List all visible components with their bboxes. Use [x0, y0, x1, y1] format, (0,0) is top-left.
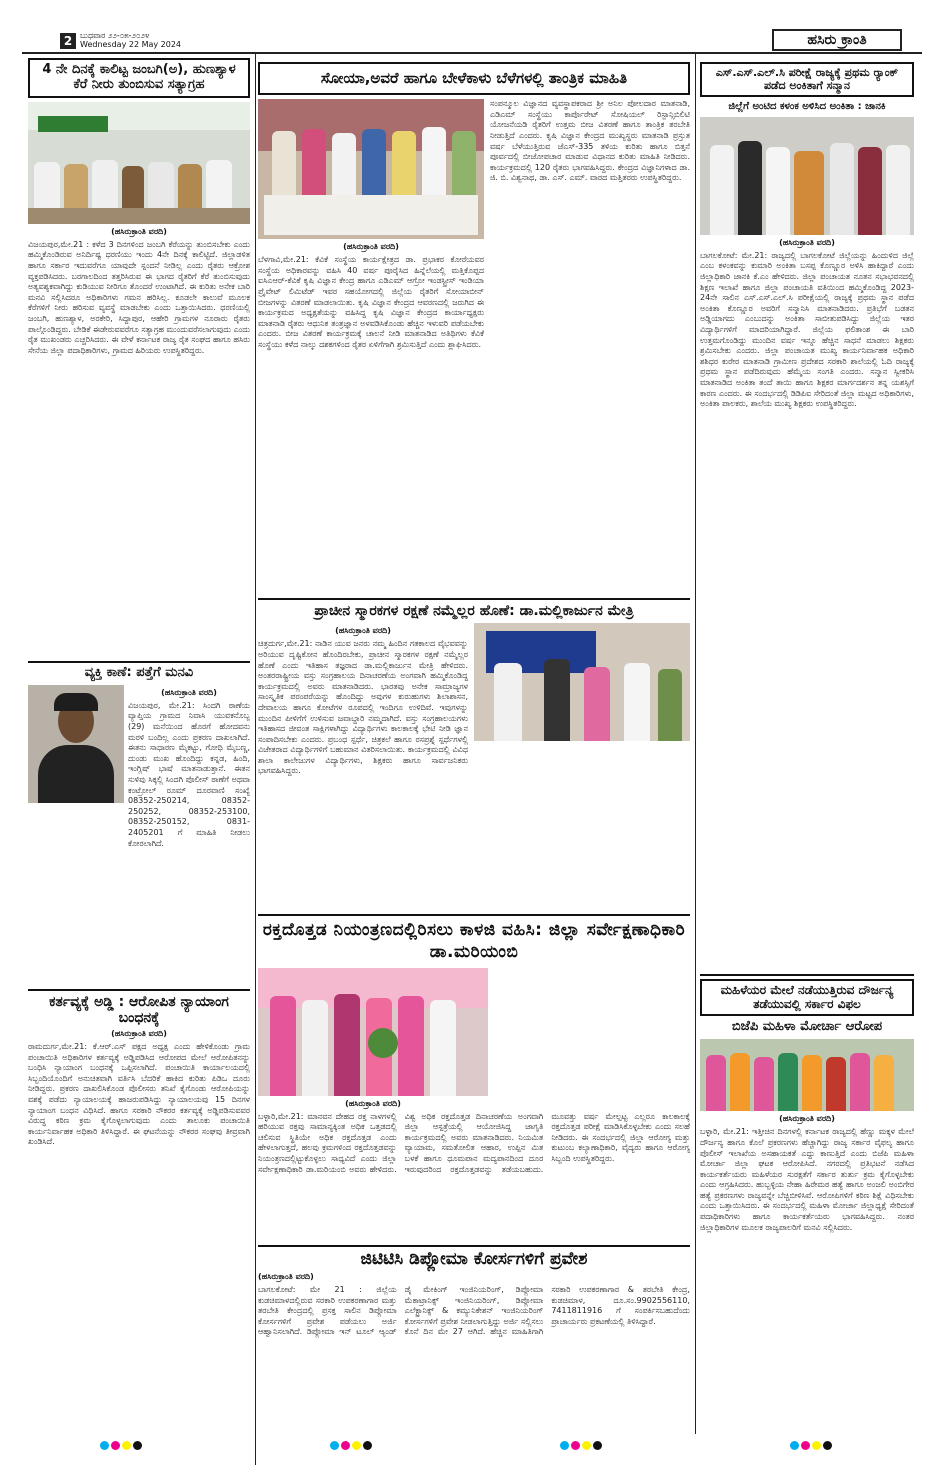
registration-dot: [133, 1441, 142, 1450]
registration-dot: [341, 1441, 350, 1450]
article-title: ರಕ್ತದೊತ್ತಡ ನಿಯಂತ್ರಣದಲ್ಲಿರಿಸಲು ಕಾಳಜಿ ವಹಿಸಿ: ಜಿಲ್ಲಾ ಸರ್ವೇಕ್ಷಣಾಧಿಕಾರಿ ಡಾ.ಮರಿಯಂಬಿ: [262, 920, 686, 963]
column-rule-right: [695, 54, 696, 1434]
registration-dot: [812, 1441, 821, 1450]
article-body: ಬಾಗಲಕೋಟೆ: ಮೇ 21 : ಜಿಲ್ಲೆಯ ಕುಡಚಿಮಾಳದಲ್ಲಿರುವ ಸರಕಾರಿ ಉಪಕರಣಾಗಾರ ಮತ್ತು ತರಬೇತಿ ಕೇಂದ್ರದಲ್ಲಿ ಪ್ರಸಕ್ತ ಸಾಲಿನ ಡಿಪ್ಲೋಮಾ ಕೋರ್ಸಗಳಿಗೆ ಪ್ರವೇಶ ಪಡೆಯಲು ಅರ್ಜಿ ಆಹ್ವಾನಿಸಲಾಗಿದೆ. ಡಿಪ್ಲೋಮಾ ಇನ್ ಟೂಲ್ ಆ್ಯಂಡ್ ಡೈ ಮೇಕಿಂಗ್ ಇಂಜಿನಿಯರಿಂಗ್, ಡಿಪ್ಲೋಮಾ ಮೆಕಾಟ್ರಾನಿಕ್ಸ್ ಇಂಜಿನಿಯರಿಂಗ್, ಡಿಪ್ಲೋಮಾ ಎಲೆಕ್ಟ್ರಾನಿಕ್ಸ್ & ಕಮ್ಯುನಿಕೇಶನ್ ಇಂಜಿನಿಯರಿಂಗ್ ಕೋರ್ಸಗಳಿಗೆ ಪ್ರವೇಶ ನೀಡಲಾಗುತ್ತಿದ್ದು ಅರ್ಜಿ ಸಲ್ಲಿಸಲು ಕೊನೆ ದಿನ ಮೇ 27 ಆಗಿದೆ. ಹೆಚ್ಚಿನ ಮಾಹಿತಿಗಾಗಿ ಸರಕಾರಿ ಉಪಕರಣಾಗಾರ & ತರಬೇತಿ ಕೇಂದ್ರ, ಕುಡಚಿಮಾಳ, ದೂ.ಸಂ.9902556110, 7411811916 ಗೆ ಸಂಪರ್ಕಿಸಬಹುದೆಂದು ಪ್ರಾಚಾರ್ಯರು ಪ್ರಕಟಣೆಯಲ್ಲಿ ತಿಳಿಸಿದ್ದಾರೆ.: [258, 1285, 690, 1337]
masthead: ಹಸಿರು ಕ್ರಾಂತಿ: [772, 29, 902, 51]
registration-dot: [122, 1441, 131, 1450]
article-body: ಬಳ್ಳಾರಿ,ಮೇ.21: ಮಾನವನ ದೇಹದ ರಕ್ತ ನಾಳಗಳಲ್ಲಿ ಹರಿಯುವ ರಕ್ತವು ಸಾಮಾನ್ಯಕ್ಕಿಂತ ಅಧಿಕ ಒತ್ತಡದಲ್ಲಿ ಚಲಿಸುವ ಸ್ಥಿತಿಯೇ ಅಧಿಕ ರಕ್ತದೊತ್ತಡ ಎಂದು ಹೇಳಲಾಗುತ್ತದೆ, ಹಲವು ಕ್ರಮಗಳಿಂದ ರಕ್ತದೊತ್ತಡವನ್ನು ನಿಯಂತ್ರಣದಲ್ಲಿಟ್ಟುಕೊಳ್ಳಲು ಸಾಧ್ಯವಿದೆ ಎಂದು ಜಿಲ್ಲಾ ಸರ್ವೇಕ್ಷಣಾಧಿಕಾರಿ ಡಾ.ಮರಿಯಂಬಿ ಅವರು ಹೇಳಿದರು. ವಿಶ್ವ ಅಧಿಕ ರಕ್ತದೊತ್ತಡ ದಿನಾಚರಣೆಯ ಅಂಗವಾಗಿ ಜಿಲ್ಲಾ ಆಸ್ಪತ್ರೆಯಲ್ಲಿ ಆಯೋಜಿಸಿದ್ದ ಜಾಗೃತಿ ಕಾರ್ಯಕ್ರಮದಲ್ಲಿ ಅವರು ಮಾತನಾಡಿದರು. ನಿಯಮಿತ ವ್ಯಾಯಾಮ, ಸಮತೋಲಿತ ಆಹಾರ, ಉಪ್ಪಿನ ಮಿತ ಬಳಕೆ ಹಾಗೂ ಧೂಮಪಾನ ಮದ್ಯಪಾನದಿಂದ ದೂರ ಇರುವುದರಿಂದ ರಕ್ತದೊತ್ತಡವನ್ನು ತಡೆಯಬಹುದು. ಮೂವತ್ತು ವರ್ಷ ಮೇಲ್ಪಟ್ಟ ಎಲ್ಲರೂ ಕಾಲಕಾಲಕ್ಕೆ ರಕ್ತದೊತ್ತಡ ಪರೀಕ್ಷೆ ಮಾಡಿಸಿಕೊಳ್ಳಬೇಕು ಎಂದು ಸಲಹೆ ನೀಡಿದರು. ಈ ಸಂದರ್ಭದಲ್ಲಿ ಜಿಲ್ಲಾ ಆರೋಗ್ಯ ಮತ್ತು ಕುಟುಂಬ ಕಲ್ಯಾಣಾಧಿಕಾರಿ, ವೈದ್ಯರು ಹಾಗೂ ಆರೋಗ್ಯ ಸಿಬ್ಬಂದಿ ಉಪಸ್ಥಿತರಿದ್ದರು.: [258, 1111, 690, 1174]
date-kannada: ಬುಧವಾರ ೨೨-೦೫-೨೦೨೪: [80, 31, 150, 40]
registration-dot: [111, 1441, 120, 1450]
divider: [28, 989, 250, 991]
article-body-left: ಬೆಳಗಾವಿ,ಮೇ.21: ಕೆವಿಕೆ ಸಂಸ್ಥೆಯ ಕಾರ್ಯಕ್ಷೇತ್ರದ ಡಾ. ಪ್ರಭಾಕರ ಕೋರೆಯವರ ಸಂಸ್ಥೆಯ ಅಧಿಕಾರವನ್ನು ವಹಿಸಿ 40 ವರ್ಷ ಪೂರೈಸಿದ ಹಿನ್ನೆಲೆಯಲ್ಲಿ ಮತ್ತಿಕೊಪ್ಪದ ಐಸಿಎಆರ್-ಕೆವಿಕೆ ಕೃಷಿ ವಿಜ್ಞಾನ ಕೇಂದ್ರ ಹಾಗೂ ಎಡಿಎಮ್ ಆಗ್ರೋ ಇಂಡಸ್ಟ್ರೀಸ್ ಇಂಡಿಯಾ ಪ್ರೈವೇಟ್ ಲಿಮಿಟೆಡ್ ಇವರ ಸಹಯೋಗದಲ್ಲಿ ಜಿಲ್ಲೆಯ ರೈತರಿಗೆ ಸೋಯಾಬೀನ್ ಬೀಜಗಳನ್ನು ವಿತರಣೆ ಮಾಡಲಾಯಿತು. ಕೃಷಿ ವಿಜ್ಞಾನ ಕೇಂದ್ರದ ಆವರಣದಲ್ಲಿ ಜರುಗಿದ ಈ ಕಾರ್ಯಕ್ರಮದ ಅಧ್ಯಕ್ಷತೆಯನ್ನು ವಹಿಸಿದ್ದ ಕೃಷಿ ವಿಜ್ಞಾನ ಕೇಂದ್ರದ ಕಾರ್ಯಾಧ್ಯಕ್ಷರು ಮಾತನಾಡಿ ರೈತರು ಆಧುನಿಕ ತಂತ್ರಜ್ಞಾನ ಅಳವಡಿಸಿಕೊಂಡು ಹೆಚ್ಚಿನ ಇಳುವರಿ ಪಡೆಯಬೇಕು ಎಂದರು. ಬೀಜ ವಿತರಣೆ ಕಾರ್ಯಕ್ರಮಕ್ಕೆ ಚಾಲನೆ ನೀಡಿ ಮಾತನಾಡಿದ ಅತಿಥಿಗಳು ಕೆವಿಕೆ ಸಂಸ್ಥೆಯು ಕಳೆದ ನಾಲ್ಕು ದಶಕಗಳಿಂದ ರೈತರ ಏಳಿಗೆಗಾಗಿ ಶ್ರಮಿಸುತ್ತಿದೆ ಎಂದು ಶ್ಲಾಘಿಸಿದರು.: [258, 255, 484, 349]
article-credit: (ಹಸಿರುಕ್ರಾಂತಿ ವರದಿ): [161, 687, 217, 697]
registration-marks: [330, 1441, 372, 1451]
article-gttc: [258, 1250, 690, 1350]
registration-dot: [330, 1441, 339, 1450]
article-credit: (ಹಸಿರುಕ್ರಾಂತಿ ವರದಿ): [779, 1114, 835, 1124]
article-title: ಪ್ರಾಚೀನ ಸ್ಮಾರಕಗಳ ರಕ್ಷಣೆ ನಮ್ಮೆಲ್ಲರ ಹೊಣೆ: ಡಾ.ಮಲ್ಲಿಕಾರ್ಜುನ ಮೇತ್ರಿ: [314, 603, 634, 620]
article-credit: (ಹಸಿರುಕ್ರಾಂತಿ ವರದಿ): [345, 1098, 401, 1108]
article-title: ಜಿಟಿಟಿಸಿ ಡಿಪ್ಲೋಮಾ ಕೋರ್ಸಗಳಿಗೆ ಪ್ರವೇಶ: [360, 1248, 588, 1269]
page-number: 2: [60, 33, 76, 49]
article-credit: (ಹಸಿರುಕ್ರಾಂತಿ ವರದಿ): [779, 237, 835, 247]
registration-dot: [100, 1441, 109, 1450]
article-blood-pressure: [258, 919, 690, 1241]
date-english: Wednesday 22 May 2024: [80, 40, 182, 49]
divider: [258, 1245, 690, 1247]
registration-dot: [363, 1441, 372, 1450]
column-middle: [258, 62, 690, 1436]
registration-dot: [352, 1441, 361, 1450]
divider: [28, 661, 250, 663]
article-monuments: [258, 603, 690, 911]
article-body: ಬಳ್ಳಾರಿ, ಮೇ.21: ಇತ್ತೀಚಿನ ದಿನಗಳಲ್ಲಿ ಕರ್ನಾಟಕ ರಾಜ್ಯದಲ್ಲಿ ಹೆಣ್ಣು ಮಕ್ಕಳ ಮೇಲೆ ದೌರ್ಜನ್ಯ ಹಾಗೂ ಕೊಲೆ ಪ್ರಕರಣಗಳು ಹೆಚ್ಚಾಗಿದ್ದು ರಾಜ್ಯ ಸರ್ಕಾರ ವೈಫಲ್ಯ ಹಾಗೂ ಪೊಲೀಸ್ ಇಲಾಖೆಯ ಅಸಹಾಯಕತೆ ಎದ್ದು ಕಾಣುತ್ತಿದೆ ಎಂದು ಬಿಜೆಪಿ ಮಹಿಳಾ ಮೋರ್ಚಾ ಜಿಲ್ಲಾ ಘಟಕ ಆರೋಪಿಸಿದೆ. ನಗರದಲ್ಲಿ ಪ್ರತಿಭಟನೆ ನಡೆಸಿದ ಕಾರ್ಯಕರ್ತೆಯರು ಮಹಿಳೆಯರ ಸುರಕ್ಷತೆಗೆ ಸರ್ಕಾರ ತುರ್ತು ಕ್ರಮ ಕೈಗೊಳ್ಳಬೇಕು ಎಂದು ಆಗ್ರಹಿಸಿದರು. ಹುಬ್ಬಳ್ಳಿಯ ನೇಹಾ ಹಿರೇಮಠ ಹತ್ಯೆ ಹಾಗೂ ಅಂಜಲಿ ಅಂಬಿಗೇರ ಹತ್ಯೆ ಪ್ರಕರಣಗಳು ರಾಜ್ಯವನ್ನೇ ಬೆಚ್ಚಿಬೀಳಿಸಿವೆ. ಆರೋಪಿಗಳಿಗೆ ಕಠಿಣ ಶಿಕ್ಷೆ ವಿಧಿಸಬೇಕು ಎಂದು ಒತ್ತಾಯಿಸಿದರು. ಈ ಸಂದರ್ಭದಲ್ಲಿ ಮಹಿಳಾ ಮೋರ್ಚಾ ಜಿಲ್ಲಾಧ್ಯಕ್ಷೆ ಸೇರಿದಂತೆ ಪದಾಧಿಕಾರಿಗಳು ಹಾಗೂ ಕಾರ್ಯಕರ್ತೆಯರು ಭಾಗವಹಿಸಿದ್ದರು. ನಂತರ ಜಿಲ್ಲಾಧಿಕಾರಿಗಳ ಮೂಲಕ ರಾಜ್ಯಪಾಲರಿಗೆ ಮನವಿ ಸಲ್ಲಿಸಿದರು.: [700, 1127, 914, 1232]
article-title: ಮಹಿಳೆಯರ ಮೇಲೆ ನಡೆಯುತ್ತಿರುವ ದೌರ್ಜನ್ಯ ತಡೆಯುವಲ್ಲಿ ಸರ್ಕಾರ ವಿಫಲ: [700, 979, 914, 1017]
article-title: 4 ನೇ ದಿನಕ್ಕೆ ಕಾಲಿಟ್ಟ ಜಂಬಗಿ(ಅ), ಹುಣಶ್ಯಾಳ ಕೆರೆ ನೀರು ತುಂಬಿಸುವ ಸತ್ಯಾಗ್ರಹ: [28, 58, 250, 98]
article-credit: (ಹಸಿರುಕ್ರಾಂತಿ ವರದಿ): [258, 1272, 314, 1282]
article-ankita: [700, 62, 914, 971]
article-jambagi: [28, 58, 250, 658]
divider: [700, 974, 914, 976]
article-title: ಸೋಯಾ,ಅವರೆ ಹಾಗೂ ಬೇಳೆಕಾಳು ಬೆಳೆಗಳಲ್ಲಿ ತಾಂತ್ರಿಕ ಮಾಹಿತಿ: [258, 62, 690, 95]
article-photo: [474, 623, 690, 741]
divider: [258, 914, 690, 916]
article-missing-person: [28, 666, 250, 986]
article-body: ರಾಮದುರ್ಗ,ಮೇ.21: ಕೆ.ಆರ್.ಎಸ್ ಪಕ್ಷದ ಅಧ್ಯಕ್ಷ ಎಂದು ಹೇಳಿಕೊಂಡು ಗ್ರಾಮ ಪಂಚಾಯಿತಿ ಅಧಿಕಾರಿಗಳ ಕರ್ತವ್ಯಕ್ಕೆ ಅಡ್ಡಿಪಡಿಸಿದ ಆರೋಪದ ಮೇಲೆ ಆರೋಪಿತನನ್ನು ಬಂಧಿಸಿ ನ್ಯಾಯಾಂಗ ಬಂಧನಕ್ಕೆ ಒಪ್ಪಿಸಲಾಗಿದೆ. ಪಂಚಾಯಿತಿ ಕಾರ್ಯಾಲಯದಲ್ಲಿ ಸಿಬ್ಬಂದಿಯೊಂದಿಗೆ ಅನುಚಿತವಾಗಿ ವರ್ತಿಸಿ ಬೆದರಿಕೆ ಹಾಕಿದ ಕುರಿತು ಪಿಡಿಒ ದೂರು ನೀಡಿದ್ದರು. ಪ್ರಕರಣ ದಾಖಲಿಸಿಕೊಂಡ ಪೊಲೀಸರು ತನಿಖೆ ಕೈಗೊಂಡು ಆರೋಪಿಯನ್ನು ವಶಕ್ಕೆ ಪಡೆದು ನ್ಯಾಯಾಲಯಕ್ಕೆ ಹಾಜರುಪಡಿಸಿದ್ದು ನ್ಯಾಯಾಲಯವು 15 ದಿನಗಳ ನ್ಯಾಯಾಂಗ ಬಂಧನ ವಿಧಿಸಿದೆ. ಹಾಗೂ ಸರಕಾರಿ ನೌಕರರ ಕರ್ತವ್ಯಕ್ಕೆ ಅಡ್ಡಿಪಡಿಸುವವರ ವಿರುದ್ಧ ಕಠಿಣ ಕ್ರಮ ಕೈಗೊಳ್ಳಲಾಗುವುದು ಎಂದು ತಾಲೂಕು ಪಂಚಾಯಿತಿ ಕಾರ್ಯನಿರ್ವಾಹಕ ಅಧಿಕಾರಿ ತಿಳಿಸಿದ್ದಾರೆ. ಈ ಘಟನೆಯನ್ನು ನೌಕರರ ಸಂಘವು ತೀವ್ರವಾಗಿ ಖಂಡಿಸಿದೆ.: [28, 1042, 250, 1147]
registration-dot: [823, 1441, 832, 1450]
article-arrest: [28, 994, 250, 1436]
registration-marks: [790, 1441, 832, 1451]
article-photo: [700, 117, 914, 235]
article-photo: [700, 1039, 914, 1111]
article-body: ಚಿತ್ರದುರ್ಗ,ಮೇ.21: ನಾಡಿನ ಯುವ ಜನರು ನಮ್ಮ ಹಿಂದಿನ ಗತಕಾಲದ ವೈಭವವನ್ನು ಅರಿಯುವ ದೃಷ್ಟಿಕೋನ ಹೊಂದಿರಬೇಕು, ಪ್ರಾಚೀನ ಸ್ಮಾರಕಗಳ ರಕ್ಷಣೆ ನಮ್ಮೆಲ್ಲರ ಹೊಣೆ ಎಂದು ಇತಿಹಾಸ ತಜ್ಞರಾದ ಡಾ.ಮಲ್ಲಿಕಾರ್ಜುನ ಮೇತ್ರಿ ಹೇಳಿದರು. ಅಂತರರಾಷ್ಟ್ರೀಯ ವಸ್ತು ಸಂಗ್ರಹಾಲಯ ದಿನಾಚರಣೆಯ ಅಂಗವಾಗಿ ಹಮ್ಮಿಕೊಂಡಿದ್ದ ಕಾರ್ಯಕ್ರಮದಲ್ಲಿ ಅವರು ಮಾತನಾಡಿದರು. ಭಾರತವು ಅನೇಕ ಸಾಮ್ರಾಜ್ಯಗಳ ಸಾಂಸ್ಕೃತಿಕ ಪರಂಪರೆಯನ್ನು ಹೊಂದಿದ್ದು ಅವುಗಳ ಕುರುಹುಗಳು ಶಿಲಾಶಾಸನ, ದೇವಾಲಯ ಹಾಗೂ ಕೋಟೆಗಳ ರೂಪದಲ್ಲಿ ಇಂದಿಗೂ ಉಳಿದಿವೆ. ಇವುಗಳನ್ನು ಮುಂದಿನ ಪೀಳಿಗೆಗೆ ಉಳಿಸುವ ಜವಾಬ್ದಾರಿ ನಮ್ಮದಾಗಿದೆ. ವಸ್ತು ಸಂಗ್ರಹಾಲಯಗಳು ಇತಿಹಾಸದ ಜೀವಂತ ಸಾಕ್ಷಿಗಳಾಗಿದ್ದು ವಿದ್ಯಾರ್ಥಿಗಳು ಕಾಲಕಾಲಕ್ಕೆ ಭೇಟಿ ನೀಡಿ ಜ್ಞಾನ ಸಂಪಾದಿಸಬೇಕು ಎಂದರು. ಪ್ರಬಂಧ ಸ್ಪರ್ಧೆ, ಚಿತ್ರಕಲೆ ಹಾಗೂ ರಸಪ್ರಶ್ನೆ ಸ್ಪರ್ಧೆಗಳಲ್ಲಿ ವಿಜೇತರಾದ ವಿದ್ಯಾರ್ಥಿಗಳಿಗೆ ಬಹುಮಾನ ವಿತರಿಸಲಾಯಿತು. ಕಾರ್ಯಕ್ರಮದಲ್ಲಿ ವಿವಿಧ ಶಾಲಾ ಕಾಲೇಜುಗಳ ವಿದ್ಯಾರ್ಥಿಗಳು, ಶಿಕ್ಷಕರು ಹಾಗೂ ಸಾರ್ವಜನಿಕರು ಭಾಗವಹಿಸಿದ್ದರು.: [258, 639, 468, 776]
column-right: [700, 62, 914, 1436]
article-body: ಬಾಗಲಕೋಟೆ: ಮೇ.21: ರಾಜ್ಯದಲ್ಲಿ ಬಾಗಲಕೋಟೆ ಜಿಲ್ಲೆಯನ್ನು ಹಿಂದುಳಿದ ಜಿಲ್ಲೆ ಎಂಬ ಕಳಂಕವನ್ನು ಕುಮಾರಿ ಅಂಕಿತಾ ಬಸಪ್ಪ ಕೊಣ್ಣೂರ ಅಳಿಸಿ ಹಾಕಿದ್ದಾರೆ ಎಂದು ಜಿಲ್ಲಾಧಿಕಾರಿ ಜಾನಕಿ ಕೆ.ಎಂ ಹೇಳಿದರು. ಜಿಲ್ಲಾ ಪಂಚಾಯತ ನೂತನ ಸಭಾಭವನದಲ್ಲಿ ಶಿಕ್ಷಣ ಇಲಾಖೆ ಹಾಗೂ ಜಿಲ್ಲಾ ಪಂಚಾಯತಿ ವತಿಯಿಂದ ಹಮ್ಮಿಕೊಂಡಿದ್ದ 2023-24ನೇ ಸಾಲಿನ ಎಸ್.ಎಸ್.ಎಲ್.ಸಿ ಪರೀಕ್ಷೆಯಲ್ಲಿ ರಾಜ್ಯಕ್ಕೆ ಪ್ರಥಮ ಸ್ಥಾನ ಪಡೆದ ಅಂಕಿತಾ ಕೊಣ್ಣೂರ ಅವರಿಗೆ ಸನ್ಮಾನಿಸಿ ಮಾತನಾಡಿದರು. ಪ್ರತಿಭೆಗೆ ಬಡತನ ಅಡ್ಡಿಯಾಗದು ಎಂಬುದನ್ನು ಅಂಕಿತಾ ಸಾಬೀತುಪಡಿಸಿದ್ದು ಜಿಲ್ಲೆಯ ಇತರ ವಿದ್ಯಾರ್ಥಿಗಳಿಗೆ ಮಾದರಿಯಾಗಿದ್ದಾರೆ. ಜಿಲ್ಲೆಯ ಫಲಿತಾಂಶ ಈ ಬಾರಿ ಉತ್ತಮಗೊಂಡಿದ್ದು ಮುಂದಿನ ವರ್ಷ ಇನ್ನೂ ಹೆಚ್ಚಿನ ಸಾಧನೆ ಮಾಡಲು ಶಿಕ್ಷಕರು ಶ್ರಮಿಸಬೇಕು ಎಂದರು. ಜಿಲ್ಲಾ ಪಂಚಾಯತ ಮುಖ್ಯ ಕಾರ್ಯನಿರ್ವಾಹಕ ಅಧಿಕಾರಿ ಶಶಿಧರ ಕುರೇರ ಮಾತನಾಡಿ ಗ್ರಾಮೀಣ ಪ್ರದೇಶದ ಸರಕಾರಿ ಶಾಲೆಯಲ್ಲಿ ಓದಿ ರಾಜ್ಯಕ್ಕೆ ಪ್ರಥಮ ಸ್ಥಾನ ಪಡೆದಿರುವುದು ಹೆಮ್ಮೆಯ ಸಂಗತಿ ಎಂದರು. ಸನ್ಮಾನ ಸ್ವೀಕರಿಸಿ ಮಾತನಾಡಿದ ಅಂಕಿತಾ ತಂದೆ ತಾಯಿ ಹಾಗೂ ಶಿಕ್ಷಕರ ಮಾರ್ಗದರ್ಶನ ತನ್ನ ಯಶಸ್ಸಿಗೆ ಕಾರಣ ಎಂದರು. ಈ ಸಂದರ್ಭದಲ್ಲಿ ಡಿಡಿಪಿಐ ಸೇರಿದಂತೆ ಜಿಲ್ಲಾ ಮಟ್ಟದ ಅಧಿಕಾರಿಗಳು, ಅಂಕಿತಾ ಪಾಲಕರು, ಶಾಲೆಯ ಮುಖ್ಯ ಶಿಕ್ಷಕರು ಉಪಸ್ಥಿತರಿದ್ದರು.: [700, 250, 914, 409]
divider: [258, 598, 690, 600]
registration-dot: [582, 1441, 591, 1450]
article-photo: [258, 99, 484, 239]
article-bjp-protest: [700, 979, 914, 1378]
article-title: ಎಸ್.ಎಸ್.ಎಲ್.ಸಿ ಪರೀಕ್ಷೆ ರಾಜ್ಯಕ್ಕೆ ಪ್ರಥಮ ರ್‍ಯಾಂಕ್ ಪಡೆದ ಅಂಕಿತಾಗೆ ಸನ್ಮಾನ: [700, 62, 914, 97]
page-header: [22, 30, 922, 54]
article-body: ವಿಜಯಪುರ, ಮೇ.21: ಸಿಂದಗಿ ಠಾಣೆಯ ವ್ಯಾಪ್ತಿಯ ಗ್ರಾಮದ ನಿವಾಸಿ ಯುವಕನೊಬ್ಬ (29) ಮನೆಯಿಂದ ಹೊರಗೆ ಹೋದವನು ಮರಳಿ ಬಂದಿಲ್ಲ ಎಂದು ಪ್ರಕರಣ ದಾಖಲಾಗಿದೆ. ಈತನು ಸಾಧಾರಣ ಮೈಕಟ್ಟು, ಗೋಧಿ ಮೈಬಣ್ಣ, ದುಂಡು ಮುಖ ಹೊಂದಿದ್ದು ಕನ್ನಡ, ಹಿಂದಿ, ಇಂಗ್ಲಿಷ್ ಭಾಷೆ ಮಾತನಾಡುತ್ತಾನೆ. ಈತನ ಸುಳಿವು ಸಿಕ್ಕಲ್ಲಿ ಸಿಂದಗಿ ಪೊಲೀಸ್ ಠಾಣೆಗೆ ಅಥವಾ ಕಂಟ್ರೋಲ್ ರೂಮ್ ದೂರವಾಣಿ ಸಂಖ್ಯೆ 08352-250214, 08352-250252, 08352-253100, 08352-250152, 0831-2405201 ಗೆ ಮಾಹಿತಿ ನೀಡಲು ಕೋರಲಾಗಿದೆ.: [128, 700, 250, 848]
article-subtitle: ಜಿಲ್ಲೆಗೆ ಅಂಟಿದ ಕಳಂಕ ಅಳಿಸಿದ ಅಂಕಿತಾ : ಜಾನಕಿ: [728, 101, 886, 113]
registration-dot: [571, 1441, 580, 1450]
article-title: ವ್ಯಕ್ತಿ ಕಾಣೆ: ಪತ್ತೆಗೆ ಮನವಿ: [84, 664, 194, 680]
article-credit: (ಹಸಿರುಕ್ರಾಂತಿ ವರದಿ): [111, 226, 167, 236]
registration-dot: [801, 1441, 810, 1450]
registration-dot: [790, 1441, 799, 1450]
article-credit: (ಹಸಿರುಕ್ರಾಂತಿ ವರದಿ): [111, 1029, 167, 1038]
article-credit: (ಹಸಿರುಕ್ರಾಂತಿ ವರದಿ): [343, 242, 399, 252]
registration-dot: [560, 1441, 569, 1450]
article-body: ವಿಜಯಪುರ,ಮೇ.21 : ಕಳೆದ 3 ದಿನಗಳಿಂದ ಜಂಬಗಿ ಕೆರೆಯನ್ನು ತುಂಬಿಸಬೇಕು ಎಂದು ಹಮ್ಮಿಕೊಂಡಿರುವ ಅನಿರ್ದಿಷ್ಟ ಧರಣಿಯು ಇಂದು 4ನೇ ದಿನಕ್ಕೆ ಕಾಲಿಟ್ಟಿದೆ. ಜಿಲ್ಲಾಡಳಿತ ಹಾಗೂ ಸರ್ಕಾರ ಇದುವರೆಗೂ ಯಾವುದೇ ಸ್ಪಂದನೆ ನೀಡಿಲ್ಲ ಎಂದು ರೈತರು ಆಕ್ರೋಶ ವ್ಯಕ್ತಪಡಿಸಿದರು. ಬರಗಾಲದಿಂದ ತತ್ತರಿಸಿರುವ ಈ ಭಾಗದ ರೈತರಿಗೆ ಕೆರೆ ತುಂಬಿಸುವುದು ಅತ್ಯವಶ್ಯಕವಾಗಿದ್ದು ಕುಡಿಯುವ ನೀರಿಗೂ ತೊಂದರೆ ಉಂಟಾಗಿದೆ. ಈ ಕುರಿತು ಅನೇಕ ಬಾರಿ ಮನವಿ ಸಲ್ಲಿಸಿದರೂ ಅಧಿಕಾರಿಗಳು ಗಮನ ಹರಿಸಿಲ್ಲ. ಕೂಡಲೇ ಕಾಲುವೆ ಮೂಲಕ ಕೆರೆಗಳಿಗೆ ನೀರು ಹರಿಸುವ ವ್ಯವಸ್ಥೆ ಮಾಡಬೇಕು ಎಂದು ಒತ್ತಾಯಿಸಿದರು. ಧರಣಿಯಲ್ಲಿ ಜಂಬಗಿ, ಹುಣಶ್ಯಾಳ, ಅರಕೇರಿ, ಸಿದ್ದಾಪುರ, ಆಹೇರಿ ಗ್ರಾಮಗಳ ನೂರಾರು ರೈತರು ಪಾಲ್ಗೊಂಡಿದ್ದರು. ಬೇಡಿಕೆ ಈಡೇರುವವರೆಗೂ ಸತ್ಯಾಗ್ರಹ ಮುಂದುವರೆಸಲಾಗುವುದು ಎಂದು ರೈತ ಮುಖಂಡರು ಎಚ್ಚರಿಸಿದರು. ಈ ವೇಳೆ ಕರ್ನಾಟಕ ರಾಜ್ಯ ರೈತ ಸಂಘದ ಹಾಗೂ ಹಸಿರು ಸೇನೆಯ ಜಿಲ್ಲಾ ಪದಾಧಿಕಾರಿಗಳು, ಗ್ರಾಮದ ಹಿರಿಯರು ಉಪಸ್ಥಿತರಿದ್ದರು.: [28, 239, 250, 355]
article-credit: (ಹಸಿರುಕ್ರಾಂತಿ ವರದಿ): [335, 626, 391, 636]
article-photo: [258, 968, 488, 1096]
missing-person-photo: [28, 685, 124, 803]
registration-dot: [593, 1441, 602, 1450]
article-body-right: ಸಂಪನ್ಮೂಲ ವಿಜ್ಞಾನದ ವ್ಯವಸ್ಥಾಪಕರಾದ ಶ್ರೀ ಅನಿಲ ಪೋಲದಾರ ಮಾತನಾಡಿ, ಎಡಿಎಮ್ ಸಂಸ್ಥೆಯು ಕಾರ್ಪೊರೇಟ್ ಸೋಷಿಯಲ್ ರಿಸ್ಪಾನ್ಸಿಬಿಲಿಟಿ ಯೋಜನೆಯಡಿ ರೈತರಿಗೆ ಉತ್ತಮ ಬೀಜ ವಿತರಣೆ ಹಾಗೂ ತಾಂತ್ರಿಕ ತರಬೇತಿ ನೀಡುತ್ತಿದೆ ಎಂದರು. ಕೃಷಿ ವಿಜ್ಞಾನ ಕೇಂದ್ರದ ಮುಖ್ಯಸ್ಥರು ಮಾತನಾಡಿ ಪ್ರಸ್ತುತ ವರ್ಷ ಬೆಳೆಯುತ್ತಿರುವ ಜೆಎಸ್-335 ತಳಿಯ ಕುರಿತು ಹಾಗೂ ಬಿತ್ತನೆ ಪೂರ್ವದಲ್ಲಿ ಬೀಜೋಪಚಾರ ಮಾಡುವ ವಿಧಾನದ ಕುರಿತು ಮಾಹಿತಿ ನೀಡಿದರು. ಕಾರ್ಯಕ್ರಮದಲ್ಲಿ 120 ರೈತರು ಭಾಗವಹಿಸಿದ್ದರು. ಕೇಂದ್ರದ ವಿಜ್ಞಾನಿಗಳಾದ ಡಾ. ಜಿ. ಬಿ. ವಿಶ್ವನಾಥ, ಡಾ. ಎಸ್. ಎಮ್. ವಾರದ ಮತ್ತಿತರರು ಉಪಸ್ಥಿತರಿದ್ದರು.: [490, 99, 690, 183]
registration-marks: [100, 1441, 142, 1451]
registration-marks: [560, 1441, 602, 1451]
article-subtitle: ಬಿಜೆಪಿ ಮಹಿಳಾ ಮೋರ್ಚಾ ಆರೋಪ: [731, 1019, 883, 1035]
article-photo: [28, 102, 250, 224]
column-left: [28, 58, 250, 1436]
article-title: ಕರ್ತವ್ಯಕ್ಕೆ ಅಡ್ಡಿ : ಆರೋಪಿತ ನ್ಯಾಯಾಂಗ ಬಂಧನಕ್ಕೆ: [49, 993, 229, 1026]
article-soya: [258, 62, 690, 595]
